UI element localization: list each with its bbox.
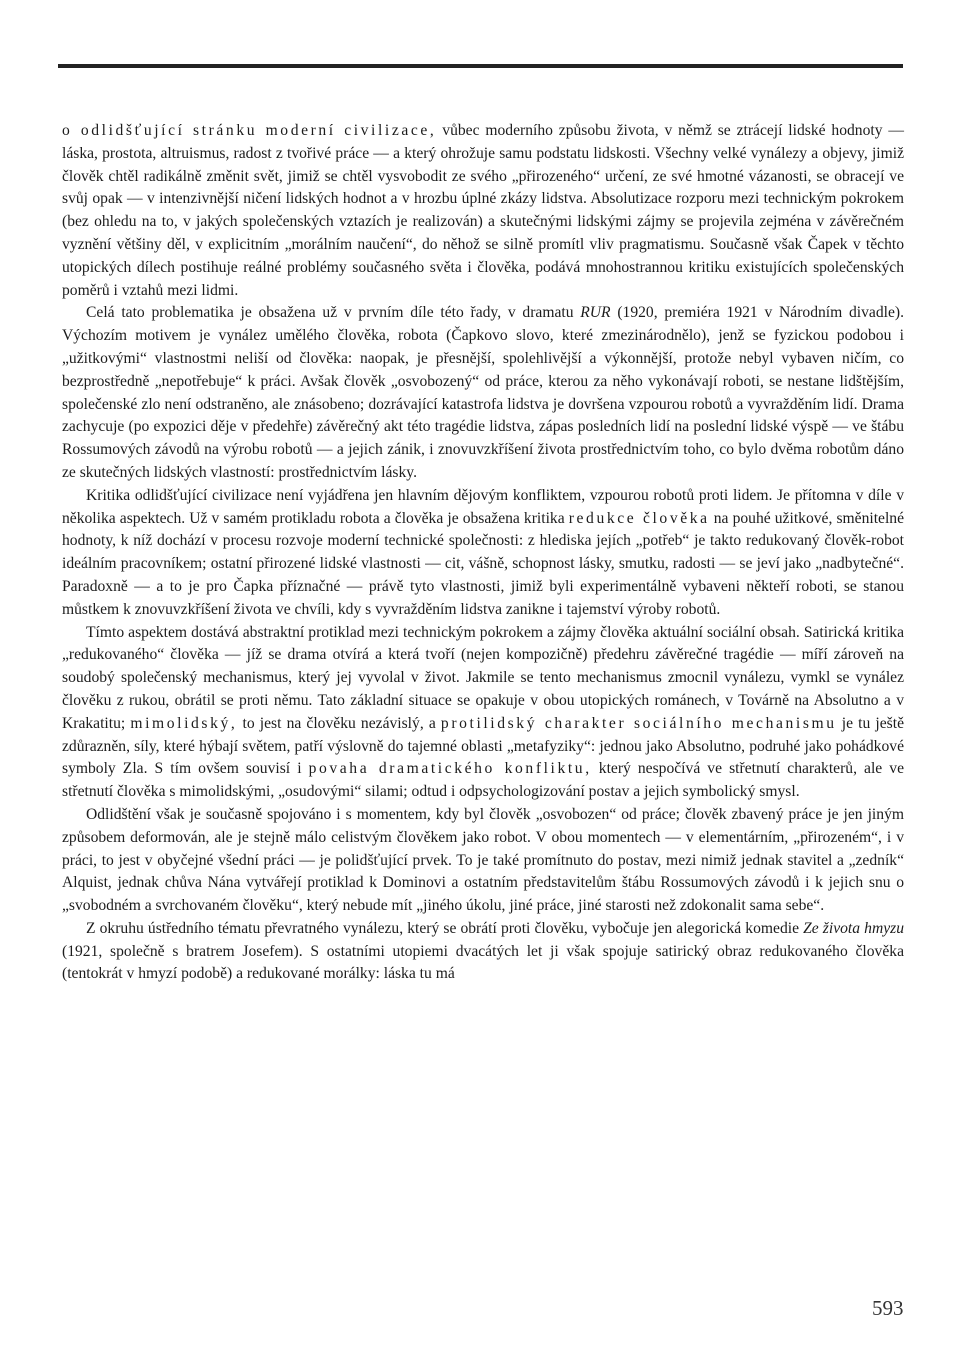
spaced-emphasis: o odlidšťující stránku moderní civilizace, xyxy=(62,122,437,139)
body-text xyxy=(62,120,904,986)
italic-title: Ze života hmyzu xyxy=(803,919,905,937)
paragraph xyxy=(62,804,904,918)
text-run: Tímto aspektem dostává abstraktní protiklad mezi technickým pokrokem a zájmy člověka aktuální sociální obsah. Satirická kritika „redukovaného“ člověka — jíž se drama otvírá a která tvoří (nejen kompozičně) předehru závěrečné tragédie — míří zároveň na soudobý společenský mechanismus, který jej vyvolal v život. Jakmile se tento mechanismus zmocnil vynálezu, vymkl se vynález člověku z rukou, obrátil se proti němu. Tato základní situace se opakuje v obou utopických románech, v Továrně na Absolutno a v Krakatitu; xyxy=(62,623,904,732)
spaced-emphasis: mimolidský, xyxy=(130,714,238,732)
spaced-emphasis: redukce člověka xyxy=(568,509,710,527)
paragraph xyxy=(62,918,904,986)
paragraph xyxy=(62,120,904,302)
page-number: 593 xyxy=(872,1296,904,1320)
text-run: (1921, společně s bratrem Josefem). S ostatními utopiemi dvacátých let ji však spojuje satirický obraz redukovaného člověka (tentokrát v hmyzí podobě) a redukované morálky: láska tu má xyxy=(62,942,904,983)
text-run: Z okruhu ústředního tématu převratného vynálezu, který se obrátí proti člověku, vybočuje jen alegorická komedie xyxy=(86,919,804,937)
paragraph xyxy=(62,302,904,484)
paragraph xyxy=(62,622,904,804)
text-run: vůbec moderního způsobu života, v němž se ztrácejí lidské hodnoty — láska, prostota, altruismus, radost z tvořivé práce — a který ohrožuje samu podstatu lidskosti. Všechny velké vynálezy a objevy, jimiž člověk chtěl radikálně změnit svět, jimiž se chtěl vysvobodit ze svého „přirozeného“ určení, ze své hmotné vázanosti, se obracejí ve svůj opak — v intenzivnější ničení lidských hodnot a v hrozbu úplné zkázy lidstva. Absolutizace rozporu mezi technickým pokrokem (bez ohledu na to, v jakých společenských vztazích je realizován) a skutečnými lidskými zájmy se projevila zejména v závěrečném vyznění většiny děl, v explicitním „morálním naučení“, do něhož se silně promítl vliv pragmatismu. Současně však Čapek v těchto utopických dílech postihuje reálné problémy současného světa i člověka, podává mnohostrannou kritiku existujících společenských poměrů i vztahů mezi lidmi. xyxy=(62,122,904,299)
header-rule xyxy=(58,64,903,68)
spaced-emphasis: povaha dramatického konfliktu, xyxy=(308,760,592,778)
text-run: Odlidštění však je současně spojováno i s momentem, kdy byl člověk „osvobozen“ od práce; člověk zbavený práce je jen jiným způsobem deformován, ale je stejně málo celistvým člověkem jako robot. V obou momentech — v elementárním, „přirozeném“, i v práci, to jest v obyčejné všední práci — je polidšťující prvek. To je také promítnuto do postav, mezi nimiž jednak stavitel a „zedník“ Alquist, jednak chůva Nána vytvářejí protiklad k Dominovi a ostatním představitelům štábu Rossumových závodů i k jejich snu o „svobodném a svrchovaném člověku“, který nebude mít „jiného úkolu, jiné práce, jiné starosti než zdokonalit sama sebe“. xyxy=(62,805,904,915)
italic-title: RUR xyxy=(580,304,611,322)
text-run: který nespočívá ve střetnutí charakterů, ale ve střetnutí člověka s mimolidskými, „osudovými“ silami; odtud i odpsychologizování postav a jejich symbolický smysl. xyxy=(62,760,904,801)
text-run: Kritika odlidšťující civilizace není vyjádřena jen hlavním dějovým konfliktem, vzpourou robotů proti lidem. Je přítomna v díle v několika aspektech. Už v samém protikladu robota a člověka je obsažena kritika xyxy=(62,486,904,527)
text-run: Celá tato problematika je obsažena už v prvním díle této řady, v dramatu xyxy=(86,304,581,322)
paragraph xyxy=(62,485,904,622)
text-run: na pouhé užitkové, směnitelné hodnoty, k níž dochází v procesu rozvoje moderní technické společnosti: z hlediska jejích „potřeb“ je takto redukovaný člověk-robot ideálním pracovníkem; ostatní přirozené lidské vlastnosti — cit, vášně, schopnost lásky, smutku, radosti — se jeví jako „nadbytečné“. Paradoxně — a to je pro Čapka příznačné — právě tyto vlastnosti, jimiž byli experimentálně vybaveni někteří roboti, se stanou můstkem k znovuvzkříšení života ve chvíli, kdy s vyvražděním lidstva zanikne i tajemství výroby robotů. xyxy=(62,509,904,618)
text-run: je tu ještě zdůrazněn, síly, které hýbají světem, patří výslovně do tajemné oblasti „metafyziky“: jednou jako Absolutno, podruhé jako pohádkové symboly Zla. S tím ovšem souvisí i xyxy=(62,714,904,778)
spaced-emphasis: protilidský charakter sociálního mechanismu xyxy=(440,714,837,732)
text-run: to jest na člověku nezávislý, a xyxy=(237,714,441,732)
text-run: (1920, premiéra 1921 v Národním divadle). Výchozím motivem je vynález umělého člověka, robota (Čapkovo slovo, které zmezinárodnělo), jenž se fyzickou podobou i „užitkovými“ vlastnostmi neliší od člověka: naopak, je přesnější, spolehlivější a výkonnější, protože nebyl vybaven ničím, co bezprostředně „nepotřebuje“ k práci. Avšak člověk „osvobozený“ od práce, kterou za něho vykonávají roboti, se nestane lidštějším, společenské zlo není odstraněno, ale znásobeno; dozrávající katastrofa lidstva je dovršena vzpourou robotů a vyvražděním lidí. Drama zachycuje (po expozici děje v předehře) závěrečný akt této tragédie lidstva, zápas posledních lidí na poslední lidské výspě — ve štábu Rossumových závodů na výrobu robotů — a jejich zánik, i znovuvzkříšení života prostřednictvím toho, co bylo dvěma robotům dáno ze skutečných lidských vlastností: prostřednictvím lásky. xyxy=(62,304,904,481)
